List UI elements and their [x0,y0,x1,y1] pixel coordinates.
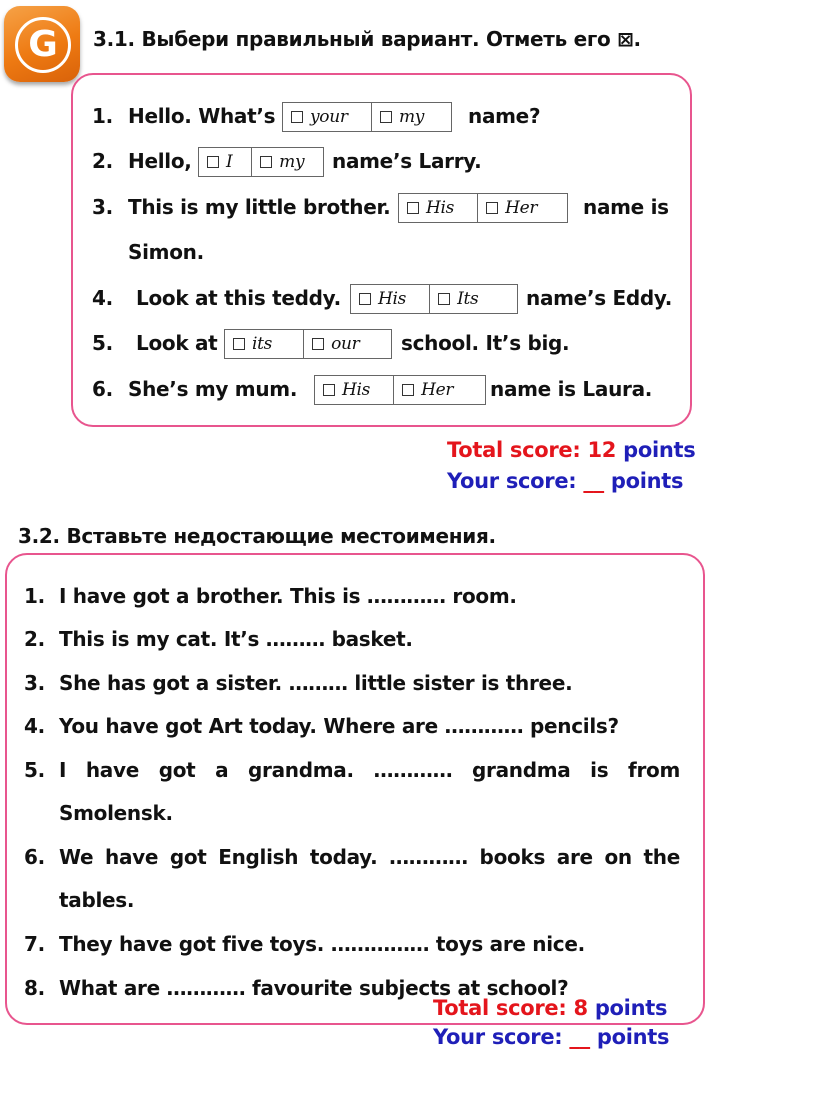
option[interactable]: our [304,330,391,358]
s1-item-2 [92,146,672,176]
checkbox-icon[interactable] [402,384,414,396]
item-number: 3. [92,195,113,219]
option[interactable]: Her [394,376,485,404]
checkbox-icon[interactable] [380,111,392,123]
s1-item-5 [92,328,682,358]
checkbox-icon[interactable] [323,384,335,396]
checkbox-icon[interactable] [312,338,324,350]
item-number: 4. [92,286,113,310]
checkbox-icon[interactable] [486,202,498,214]
item-number: 2. [92,149,113,173]
s2-item-6: 6. We have got English today. ………… books are on the [24,845,680,869]
section2-title: 3.2. Вставьте недостающие местоимения. [18,524,496,548]
checkbox-icon[interactable] [207,156,219,168]
checkbox-icon[interactable] [359,293,371,305]
choice-box [350,284,518,314]
choice-box [198,147,324,177]
choice-box [398,193,568,223]
section1-title: 3.1. Выбери правильный вариант. Отметь его ⊠. [93,27,641,51]
s1-item-3 [92,192,682,222]
option[interactable]: I [199,148,252,176]
s2-item-6-continuation: tables. [59,888,135,912]
option[interactable]: its [225,330,304,358]
s1-item-6 [92,374,682,404]
checkbox-icon[interactable] [407,202,419,214]
item-text: This is my little brother. [128,195,391,219]
s2-item-5: 5. I have got a grandma. ………… grandma is from [24,758,680,782]
item-text: school. It’s big. [401,331,570,355]
option[interactable]: His [315,376,394,404]
item-text: name is [583,195,669,219]
s1-item-3-continuation: Simon. [128,240,204,264]
s2-your-score: Your score: __ points [433,1025,670,1049]
option[interactable]: your [283,103,372,131]
logo-letter: G [15,17,71,73]
option[interactable]: my [372,103,451,131]
option[interactable]: my [252,148,323,176]
s2-total-score: Total score: 8 points [433,996,668,1020]
option[interactable]: His [399,194,478,222]
option[interactable]: Her [478,194,567,222]
s1-total-score: Total score: 12 points [447,438,696,462]
item-text: Hello, [128,149,192,173]
option[interactable]: Its [430,285,517,313]
item-number: 1. [92,104,113,128]
item-text: Hello. What’s [128,104,276,128]
s1-item-4 [92,283,682,313]
item-text: name? [468,104,541,128]
item-text: name is Laura. [490,377,653,401]
choice-box [314,375,486,405]
checkbox-icon[interactable] [233,338,245,350]
choice-box [282,102,452,132]
checkbox-icon[interactable] [291,111,303,123]
item-text: name’s Eddy. [526,286,673,310]
item-text: name’s Larry. [332,149,482,173]
site-logo [4,6,80,82]
choice-box [224,329,392,359]
s1-item-1 [92,101,672,131]
item-text: Look at this teddy. [136,286,341,310]
item-number: 5. [92,331,113,355]
s2-item-5-continuation: Smolensk. [59,801,173,825]
option[interactable]: His [351,285,430,313]
item-text: She’s my mum. [128,377,298,401]
item-text: Look at [136,331,218,355]
s1-your-score: Your score: __ points [447,469,684,493]
item-number: 6. [92,377,113,401]
checkbox-icon[interactable] [438,293,450,305]
checkbox-icon[interactable] [260,156,272,168]
